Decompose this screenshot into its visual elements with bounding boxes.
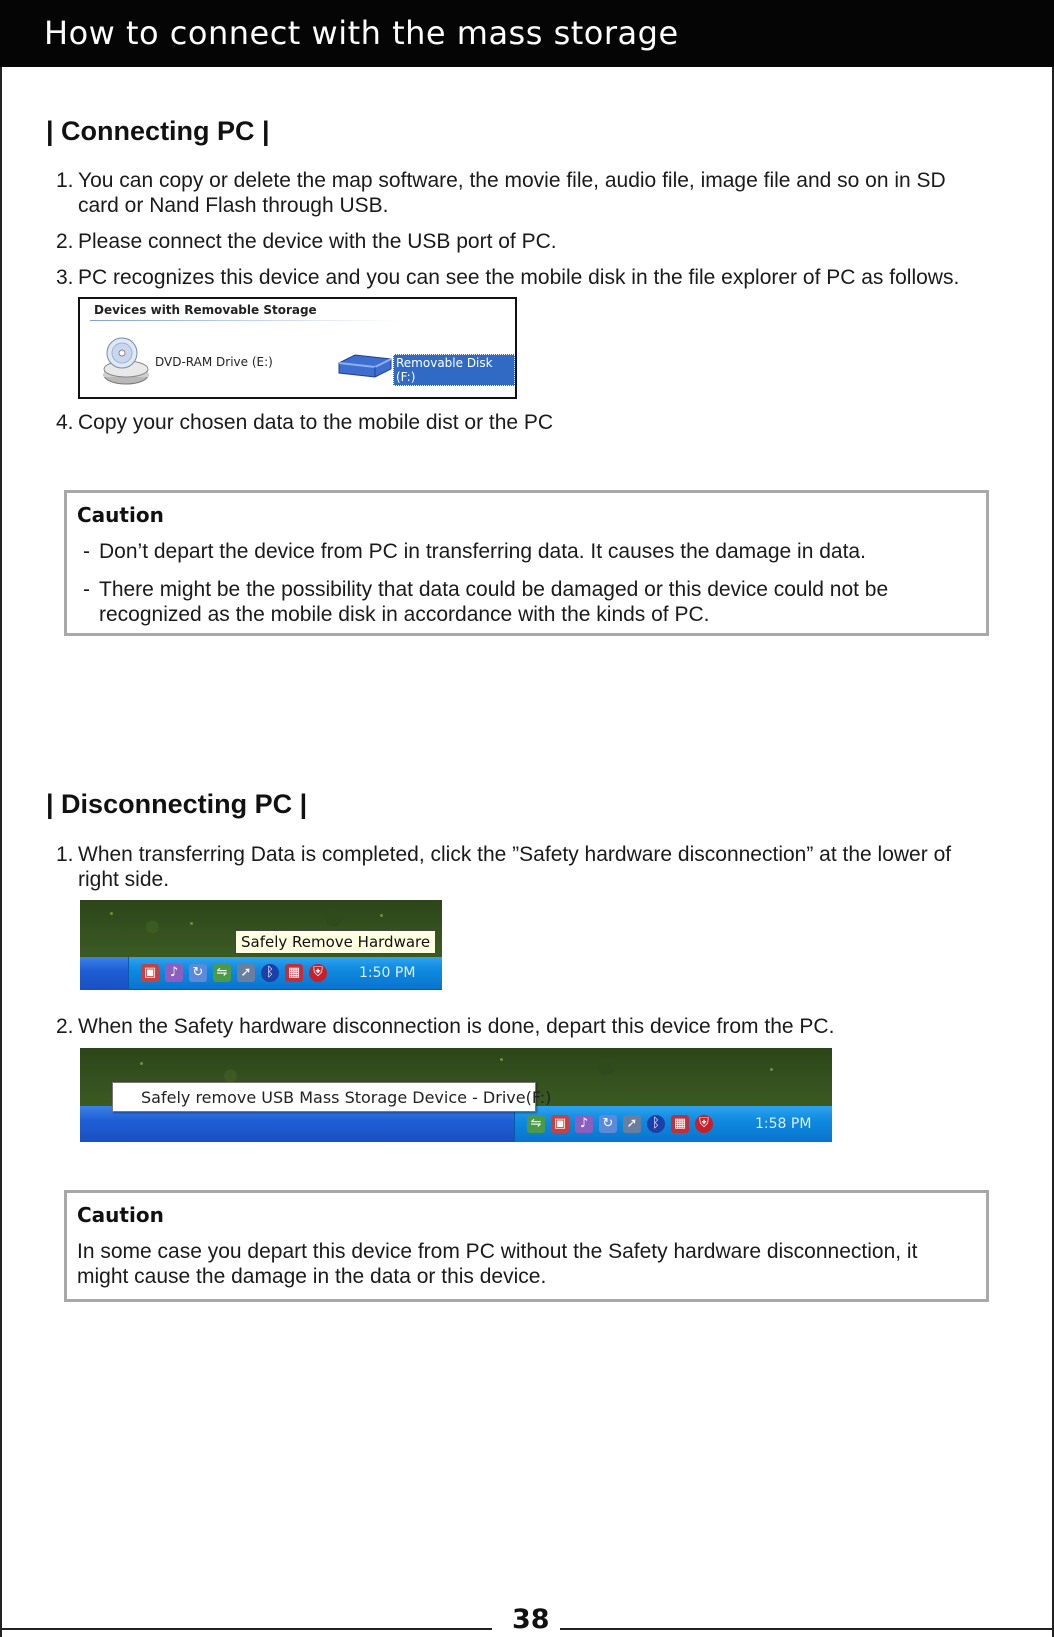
step-number: 3. bbox=[56, 266, 74, 289]
step-text-cont: right side. bbox=[78, 868, 170, 891]
tray-clock[interactable]: 1:58 PM bbox=[755, 1116, 812, 1132]
taskbar bbox=[80, 957, 442, 990]
caution-text: Don’t depart the device from PC in transferring data. It causes the damage in data. bbox=[99, 540, 866, 563]
pointer-icon[interactable]: ➚ bbox=[237, 964, 255, 982]
removable-disk-label[interactable]: Removable Disk (F:) bbox=[393, 354, 515, 386]
tray-icons bbox=[141, 964, 327, 982]
step-text: You can copy or delete the map software, the movie file, audio file, image file and so on in SD bbox=[78, 169, 946, 192]
dvd-drive-label[interactable]: DVD-RAM Drive (E:) bbox=[155, 355, 273, 369]
caution-item-1 bbox=[83, 539, 963, 564]
step-number: 2. bbox=[56, 230, 74, 253]
update-icon[interactable]: ↻ bbox=[189, 964, 207, 982]
pointer-icon[interactable]: ➚ bbox=[623, 1115, 641, 1133]
volume-muted-icon[interactable]: ♪ bbox=[575, 1115, 593, 1133]
step-text: PC recognizes this device and you can see the mobile disk in the file explorer of PC as follows. bbox=[78, 266, 960, 289]
caution-dash: - bbox=[83, 578, 90, 601]
removable-disk-icon bbox=[335, 349, 395, 381]
caution-text: There might be the possibility that data could be damaged or this device could not be bbox=[99, 578, 889, 601]
volume-muted-icon[interactable]: ♪ bbox=[165, 964, 183, 982]
shield-icon[interactable]: ⛨ bbox=[309, 964, 327, 982]
grass-speck bbox=[140, 1062, 143, 1065]
grass-speck bbox=[110, 912, 113, 915]
caution-title: Caution bbox=[77, 503, 164, 527]
caution-box-1 bbox=[64, 490, 989, 636]
caution-item-2 bbox=[83, 577, 963, 627]
disconnecting-step-1 bbox=[56, 842, 1006, 892]
step-text: When transferring Data is completed, click the ”Safety hardware disconnection” at the lower of bbox=[78, 843, 952, 866]
caution-title: Caution bbox=[77, 1203, 164, 1227]
safely-remove-hardware-icon[interactable]: ⇋ bbox=[213, 964, 231, 982]
tray-icons bbox=[527, 1115, 713, 1133]
step-number: 1. bbox=[56, 843, 74, 866]
taskbar-screenshot-1 bbox=[80, 900, 442, 990]
caution-box-2 bbox=[64, 1190, 989, 1302]
step-text: Please connect the device with the USB port of PC. bbox=[78, 230, 557, 253]
step-number: 2. bbox=[56, 1015, 74, 1038]
dvd-drive-icon bbox=[100, 335, 150, 387]
explorer-screenshot bbox=[78, 297, 517, 399]
page-number: 38 bbox=[512, 1604, 550, 1635]
connecting-step-2 bbox=[56, 229, 1006, 254]
security-icon[interactable]: ▦ bbox=[285, 964, 303, 982]
section-title-connecting: | Connecting PC | bbox=[46, 116, 270, 146]
step-number: 4. bbox=[56, 411, 74, 434]
connecting-step-3 bbox=[56, 265, 1006, 290]
shield-icon[interactable]: ⛨ bbox=[695, 1115, 713, 1133]
step-text-cont: card or Nand Flash through USB. bbox=[78, 194, 389, 217]
network-icon[interactable]: ▣ bbox=[551, 1115, 569, 1133]
caution-dash: - bbox=[83, 540, 90, 563]
safely-remove-hardware-icon[interactable]: ⇋ bbox=[527, 1115, 545, 1133]
caution-text-cont: recognized as the mobile disk in accordance with the kinds of PC. bbox=[99, 603, 710, 626]
footer-rule-left bbox=[0, 1628, 492, 1630]
bluetooth-icon[interactable]: ᛒ bbox=[261, 964, 279, 982]
connecting-step-4 bbox=[56, 410, 1006, 435]
taskbar-screenshot-2 bbox=[80, 1048, 832, 1142]
system-tray bbox=[128, 957, 442, 989]
tray-clock[interactable]: 1:50 PM bbox=[359, 965, 416, 981]
explorer-group-header: Devices with Removable Storage bbox=[94, 303, 317, 317]
explorer-divider bbox=[90, 320, 400, 321]
page-header bbox=[0, 0, 1054, 67]
step-number: 1. bbox=[56, 169, 74, 192]
step-text: When the Safety hardware disconnection is done, depart this device from the PC. bbox=[78, 1015, 835, 1038]
grass-speck bbox=[190, 922, 193, 925]
page-title: How to connect with the mass storage bbox=[44, 14, 679, 52]
network-icon[interactable]: ▣ bbox=[141, 964, 159, 982]
update-icon[interactable]: ↻ bbox=[599, 1115, 617, 1133]
grass-speck bbox=[380, 914, 383, 917]
security-icon[interactable]: ▦ bbox=[671, 1115, 689, 1133]
footer-rule-right bbox=[560, 1628, 1054, 1630]
caution-text: In some case you depart this device from PC without the Safety hardware disconnection, it bbox=[77, 1240, 918, 1263]
grass-speck bbox=[770, 1068, 773, 1071]
safely-remove-balloon[interactable]: Safely remove USB Mass Storage Device - Drive(F:) bbox=[112, 1082, 536, 1112]
caution-text-cont: might cause the damage in the data or this device. bbox=[77, 1265, 547, 1288]
bluetooth-icon[interactable]: ᛒ bbox=[647, 1115, 665, 1133]
connecting-step-1 bbox=[56, 168, 1006, 218]
section-title-disconnecting: | Disconnecting PC | bbox=[46, 789, 308, 819]
safely-remove-tooltip: Safely Remove Hardware bbox=[235, 930, 436, 954]
system-tray bbox=[514, 1106, 832, 1142]
disconnecting-step-2 bbox=[56, 1014, 1006, 1039]
step-text: Copy your chosen data to the mobile dist or the PC bbox=[78, 411, 554, 434]
grass-speck bbox=[500, 1058, 503, 1061]
